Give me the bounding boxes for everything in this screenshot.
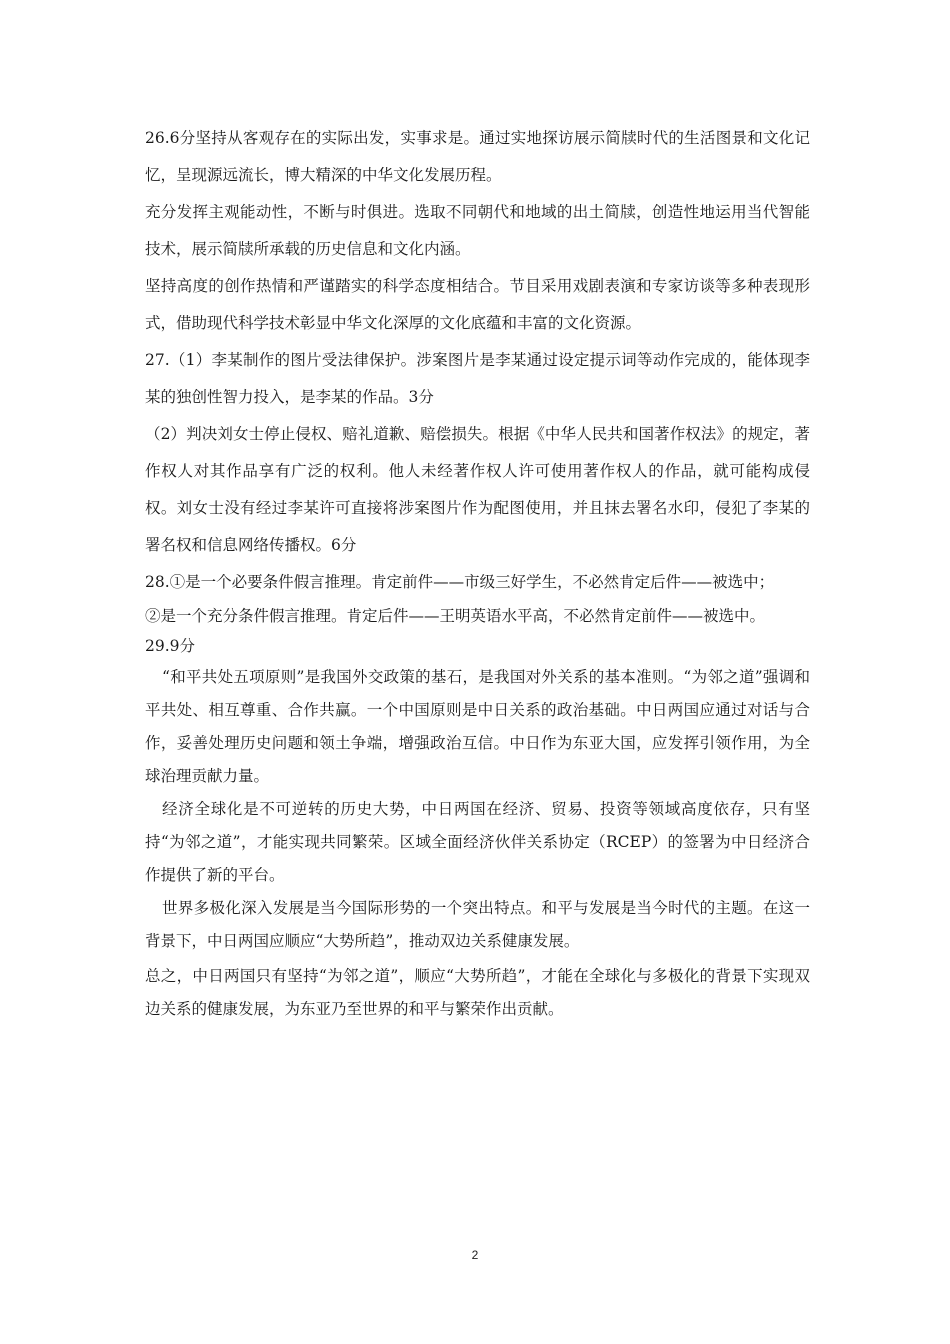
paragraph-q29-a: “和平共处五项原则”是我国外交政策的基石，是我国对外关系的基本准则。“为邻之道”强调和平共处、相互尊重、合作共赢。一个中国原则是中日关系的政治基础。中日两国应通过对话与合作，妥善处理历史问题和领土争端，增强政治互信。中日作为东亚大国，应发挥引领作用，为全球治理贡献力量。 xyxy=(145,668,810,785)
paragraph-q28-2: ②是一个充分条件假言推理。肯定后件——王明英语水平高，不必然肯定前件——被选中。 xyxy=(145,607,766,625)
paragraph-q29-b: 经济全球化是不可逆转的历史大势，中日两国在经济、贸易、投资等领域高度依存，只有坚持“为邻之道”，才能实现共同繁荣。区域全面经济伙伴关系协定（RCEP）的签署为中日经济合作提供了新的平台。 xyxy=(145,800,810,884)
answer-content xyxy=(145,120,810,1026)
paragraph-q27-1: 27.（1）李某制作的图片受法律保护。涉案图片是李某通过设定提示词等动作完成的，能体现李某的独创性智力投入，是李某的作品。3分 xyxy=(145,351,810,406)
paragraph-q27-2: （2）判决刘女士停止侵权、赔礼道歉、赔偿损失。根据《中华人民共和国著作权法》的规定，著作权人对其作品享有广泛的权利。他人未经著作权人许可使用著作权人的作品，就可能构成侵权。刘女士没有经过李某许可直接将涉案图片作为配图使用，并且抹去署名水印，侵犯了李某的署名权和信息网络传播权。6分 xyxy=(145,425,810,554)
paragraph-q29-c: 世界多极化深入发展是当今国际形势的一个突出特点。和平与发展是当今时代的主题。在这一背景下，中日两国应顺应“大势所趋”，推动双边关系健康发展。 xyxy=(145,899,810,950)
paragraph-q26-a: 26.6分坚持从客观存在的实际出发，实事求是。通过实地探访展示简牍时代的生活图景和文化记忆，呈现源远流长，博大精深的中华文化发展历程。 xyxy=(145,129,810,184)
paragraph-q28-1: 28.①是一个必要条件假言推理。肯定前件——市级三好学生，不必然肯定后件——被选中； xyxy=(145,573,775,591)
paragraph-q29-score: 29.9分 xyxy=(145,637,196,655)
paragraph-q26-b: 充分发挥主观能动性，不断与时俱进。选取不同朝代和地域的出土简牍，创造性地运用当代智能技术，展示简牍所承载的历史信息和文化内涵。 xyxy=(145,203,810,258)
paragraph-q26-c: 坚持高度的创作热情和严谨踏实的科学态度相结合。节目采用戏剧表演和专家访谈等多种表现形式，借助现代科学技术彰显中华文化深厚的文化底蕴和丰富的文化资源。 xyxy=(145,277,810,332)
page-number: 2 xyxy=(471,1248,479,1262)
paragraph-q29-d: 总之，中日两国只有坚持“为邻之道”，顺应“大势所趋”，才能在全球化与多极化的背景下实现双边关系的健康发展，为东亚乃至世界的和平与繁荣作出贡献。 xyxy=(145,967,810,1018)
